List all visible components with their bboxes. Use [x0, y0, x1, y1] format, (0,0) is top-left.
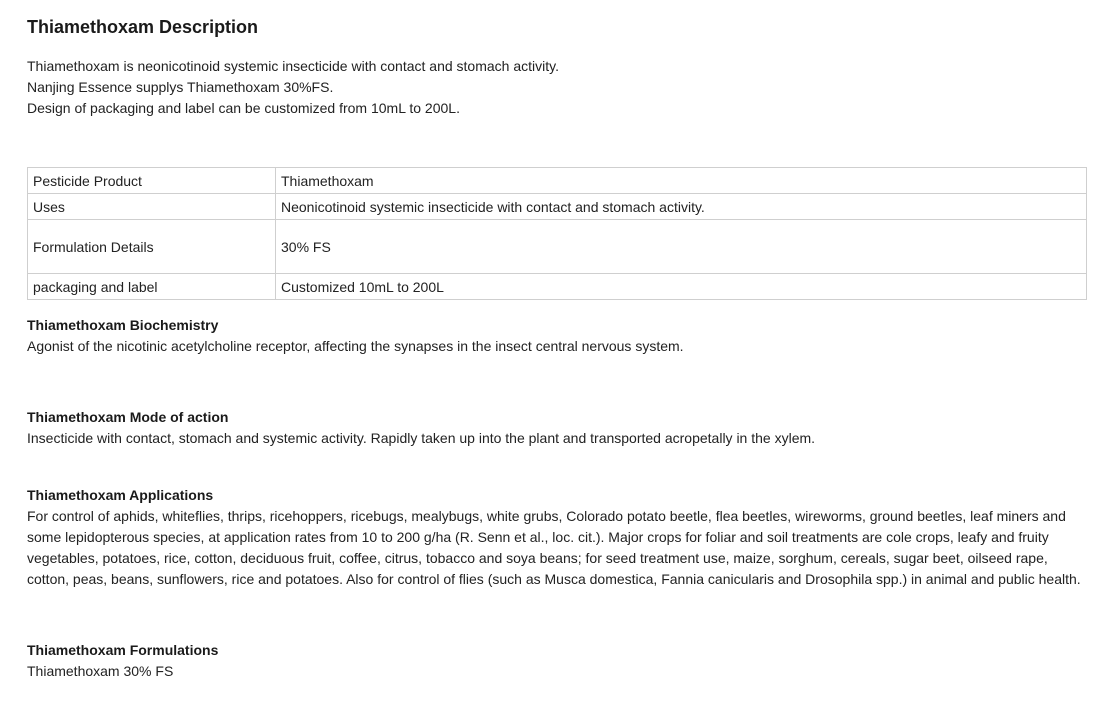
- table-row: [28, 220, 1087, 274]
- table-key-cell: Uses: [28, 194, 276, 220]
- section-heading: Thiamethoxam Biochemistry: [27, 317, 219, 333]
- mode-of-action-section: [27, 407, 1087, 449]
- table-row: [28, 194, 1087, 220]
- section-text: For control of aphids, whiteflies, thrips, ricehoppers, ricebugs, mealybugs, white grubs, Colorado potato beetle, flea beetles, wireworms, ground beetles, leaf miners and some lepidopterous species, at application rates from 10 to 200 g/ha (R. Senn et al., loc. cit.). Major crops for foliar and soil treatments are cole crops, leafy and fruity vegetables, potatoes, rice, cotton, deciduous fruit, coffee, citrus, tobacco and soya beans; for seed treatment use, maize, sorghum, cereals, sugar beet, oilseed rape, cotton, peas, beans, sunflowers, rice and potatoes. Also for control of flies (such as Musca domestica, Fannia canicularis and Drosophila spp.) in animal and public health.: [27, 508, 1081, 587]
- intro-paragraph: [27, 56, 559, 119]
- biochemistry-section: [27, 315, 1087, 357]
- applications-section: [27, 485, 1087, 590]
- intro-line: Design of packaging and label can be customized from 10mL to 200L.: [27, 100, 460, 116]
- section-text: Insecticide with contact, stomach and systemic activity. Rapidly taken up into the plant and transported acropetally in the xylem.: [27, 430, 816, 446]
- page-title: Thiamethoxam Description: [27, 17, 259, 37]
- table-value-cell: 30% FS: [276, 220, 1087, 274]
- specification-table: [27, 167, 1087, 300]
- section-heading: Thiamethoxam Formulations: [27, 642, 219, 658]
- section-text: Agonist of the nicotinic acetylcholine receptor, affecting the synapses in the insect central nervous system.: [27, 338, 684, 354]
- formulations-section: [27, 640, 1087, 682]
- table-row: [28, 274, 1087, 300]
- section-text: Thiamethoxam 30% FS: [27, 663, 174, 679]
- intro-line: Nanjing Essence supplys Thiamethoxam 30%FS.: [27, 79, 334, 95]
- table-value-cell: Customized 10mL to 200L: [276, 274, 1087, 300]
- table-value-cell: Neonicotinoid systemic insecticide with contact and stomach activity.: [276, 194, 1087, 220]
- section-heading: Thiamethoxam Applications: [27, 487, 214, 503]
- table-key-cell: Pesticide Product: [28, 168, 276, 194]
- table-value-cell: Thiamethoxam: [276, 168, 1087, 194]
- table-key-cell: Formulation Details: [28, 220, 276, 274]
- intro-line: Thiamethoxam is neonicotinoid systemic insecticide with contact and stomach activity.: [27, 58, 559, 74]
- table-key-cell: packaging and label: [28, 274, 276, 300]
- table-row: [28, 168, 1087, 194]
- section-heading: Thiamethoxam Mode of action: [27, 409, 229, 425]
